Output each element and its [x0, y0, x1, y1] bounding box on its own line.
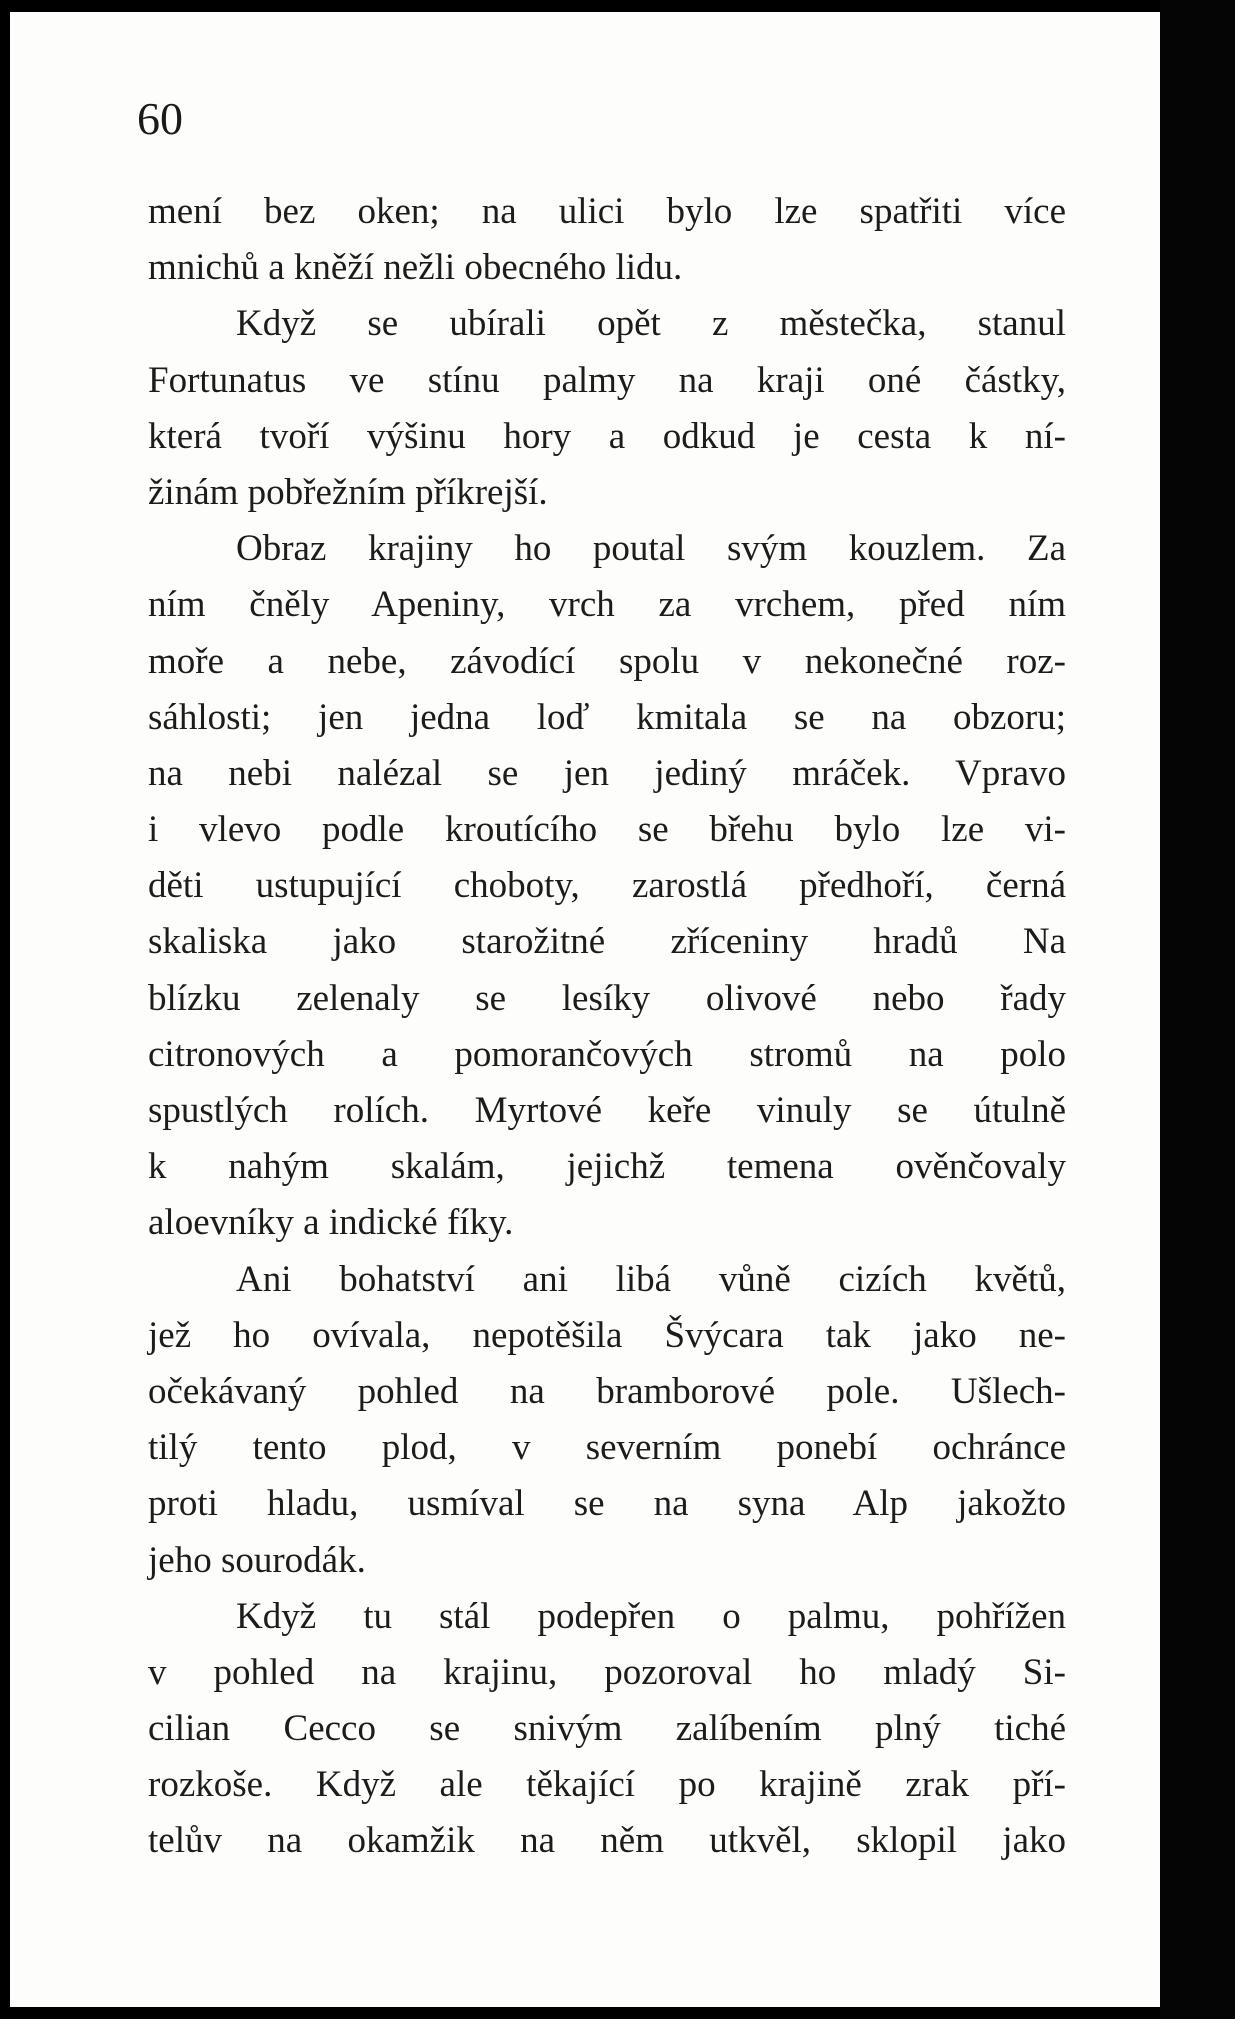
text-line: jež ho ovívala, nepotěšila Švýcara tak jako ne- [148, 1314, 1066, 1356]
text-line: která tvoří výšinu hory a odkud je cesta k ní- [148, 415, 1066, 457]
text-line: mení bez oken; na ulici bylo lze spatřiti více [148, 191, 1066, 232]
text-line: proti hladu, usmíval se na syna Alp jakožto [148, 1483, 1066, 1525]
text-line: blízku zelenaly se lesíky olivové nebo řady [148, 977, 1066, 1019]
text-line: spustlých rolích. Myrtové keře vinuly se útulně [148, 1090, 1066, 1131]
text-line: citronových a pomorančových stromů na polo [148, 1033, 1066, 1075]
text-line: skaliska jako starožitné zříceniny hradů Na [148, 921, 1066, 963]
text-line: jeho sourodák. [148, 1539, 366, 1581]
text-line: sáhlosti; jen jedna loď kmitala se na obzoru; [148, 696, 1066, 738]
text-line: Fortunatus ve stínu palmy na kraji oné částky, [148, 359, 1066, 401]
text-line: očekávaný pohled na bramborové pole. Ušlech- [148, 1370, 1066, 1412]
text-line: Když se ubírali opět z městečka, stanul [236, 303, 1066, 345]
text-line: mnichů a kněží nežli obecného lidu. [148, 247, 683, 289]
text-line: na nebi nalézal se jen jediný mráček. Vpravo [148, 752, 1066, 794]
scan-border [1160, 0, 1235, 2019]
book-page [10, 12, 1160, 2007]
text-line: Když tu stál podepřen o palmu, pohřížen [236, 1595, 1066, 1637]
text-line: děti ustupující choboty, zarostlá předhoří, černá [148, 865, 1066, 907]
text-line: Obraz krajiny ho poutal svým kouzlem. Za [236, 528, 1066, 570]
text-line: rozkoše. Když ale těkající po krajině zrak pří- [148, 1764, 1066, 1806]
text-line: telův na okamžik na něm utkvěl, sklopil jako [148, 1820, 1066, 1862]
body-text [148, 184, 1066, 1870]
text-line: k nahým skalám, jejichž temena ověnčovaly [148, 1146, 1066, 1188]
text-line: tilý tento plod, v severním ponebí ochránce [148, 1427, 1066, 1469]
text-line: v pohled na krajinu, pozoroval ho mladý Si- [148, 1651, 1066, 1693]
text-line: žinám pobřežním příkrejší. [148, 471, 548, 513]
text-line: i vlevo podle kroutícího se břehu bylo lze vi- [148, 809, 1066, 851]
text-line: aloevníky a indické fíky. [148, 1202, 514, 1244]
text-line: Ani bohatství ani libá vůně cizích květů, [236, 1258, 1066, 1300]
text-line: moře a nebe, závodící spolu v nekonečné roz- [148, 640, 1066, 682]
text-line: ním čněly Apeniny, vrch za vrchem, před ním [148, 584, 1066, 626]
page-number: 60 [137, 93, 183, 144]
text-line: cilian Cecco se snivým zalíbením plný tiché [148, 1708, 1066, 1750]
